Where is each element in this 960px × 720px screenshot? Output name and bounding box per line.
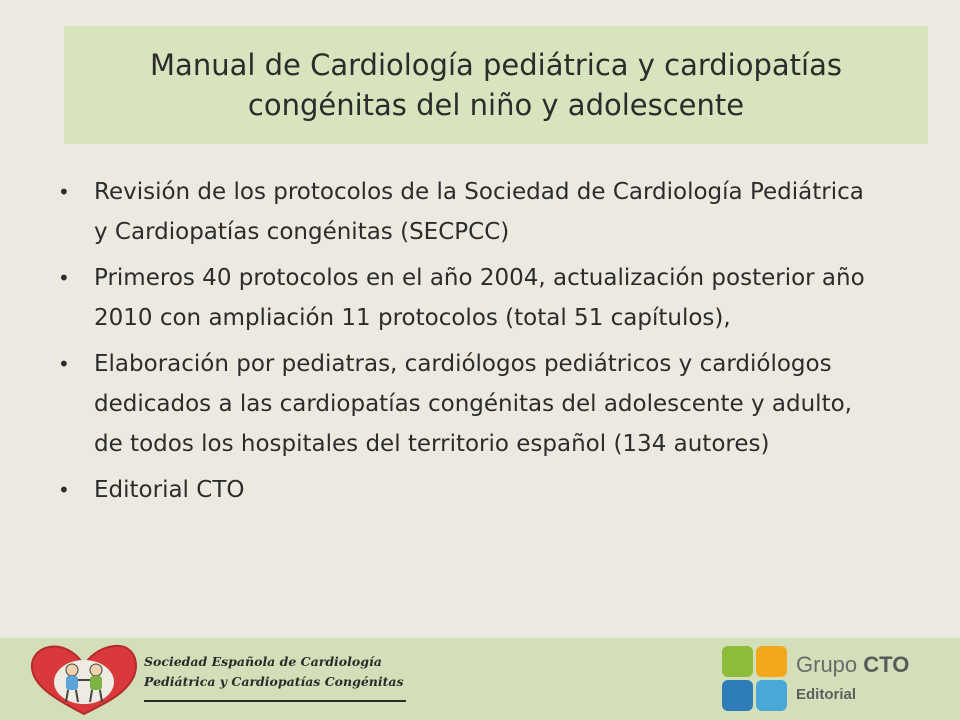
orange-square-icon xyxy=(756,646,787,677)
bullet-item xyxy=(56,258,876,338)
bullet-text: Editorial CTO xyxy=(94,477,245,503)
cto-logo xyxy=(722,646,942,712)
secpcc-logo-text xyxy=(144,652,414,692)
secpcc-underline xyxy=(144,700,406,702)
secpcc-line-2: Pediátrica y Cardiopatías Congénitas xyxy=(144,674,404,689)
slide-title: Manual de Cardiología pediátrica y cardiopatías congénitas del niño y adolescente xyxy=(150,48,842,122)
cto-logo-subtitle: Editorial xyxy=(796,686,857,703)
blue-square-icon xyxy=(722,680,753,711)
bullet-list xyxy=(56,172,876,516)
cto-logo-name xyxy=(796,652,909,678)
footer-band xyxy=(0,638,960,720)
secpcc-line-1: Sociedad Española de Cardiología xyxy=(144,654,382,669)
bullet-dot-icon: • xyxy=(58,180,70,204)
bullet-item xyxy=(56,344,876,464)
bullet-text: Elaboración por pediatras, cardiólogos pediátricos y cardiólogos dedicados a las cardiopatías congénitas del adolescente y adulto, de todos los hospitales del territorio español (134 autores) xyxy=(94,351,852,457)
green-square-icon xyxy=(722,646,753,677)
light-blue-square-icon xyxy=(756,680,787,711)
four-squares-icon xyxy=(722,646,788,712)
bullet-item xyxy=(56,470,876,510)
secpcc-logo xyxy=(28,642,408,718)
title-banner xyxy=(64,26,928,144)
bullet-dot-icon: • xyxy=(58,352,70,376)
bullet-dot-icon: • xyxy=(58,266,70,290)
bullet-item xyxy=(56,172,876,252)
cto-name-bold: CTO xyxy=(863,652,910,677)
bullet-text: Revisión de los protocolos de la Sociedad de Cardiología Pediátrica y Cardiopatías congénitas (SECPCC) xyxy=(94,179,864,245)
cto-name-prefix: Grupo xyxy=(796,652,864,677)
bullet-text: Primeros 40 protocolos en el año 2004, actualización posterior año 2010 con ampliación 11 protocolos (total 51 capítulos), xyxy=(94,265,865,331)
bullet-dot-icon: • xyxy=(58,478,70,502)
heart-children-icon xyxy=(28,642,140,718)
